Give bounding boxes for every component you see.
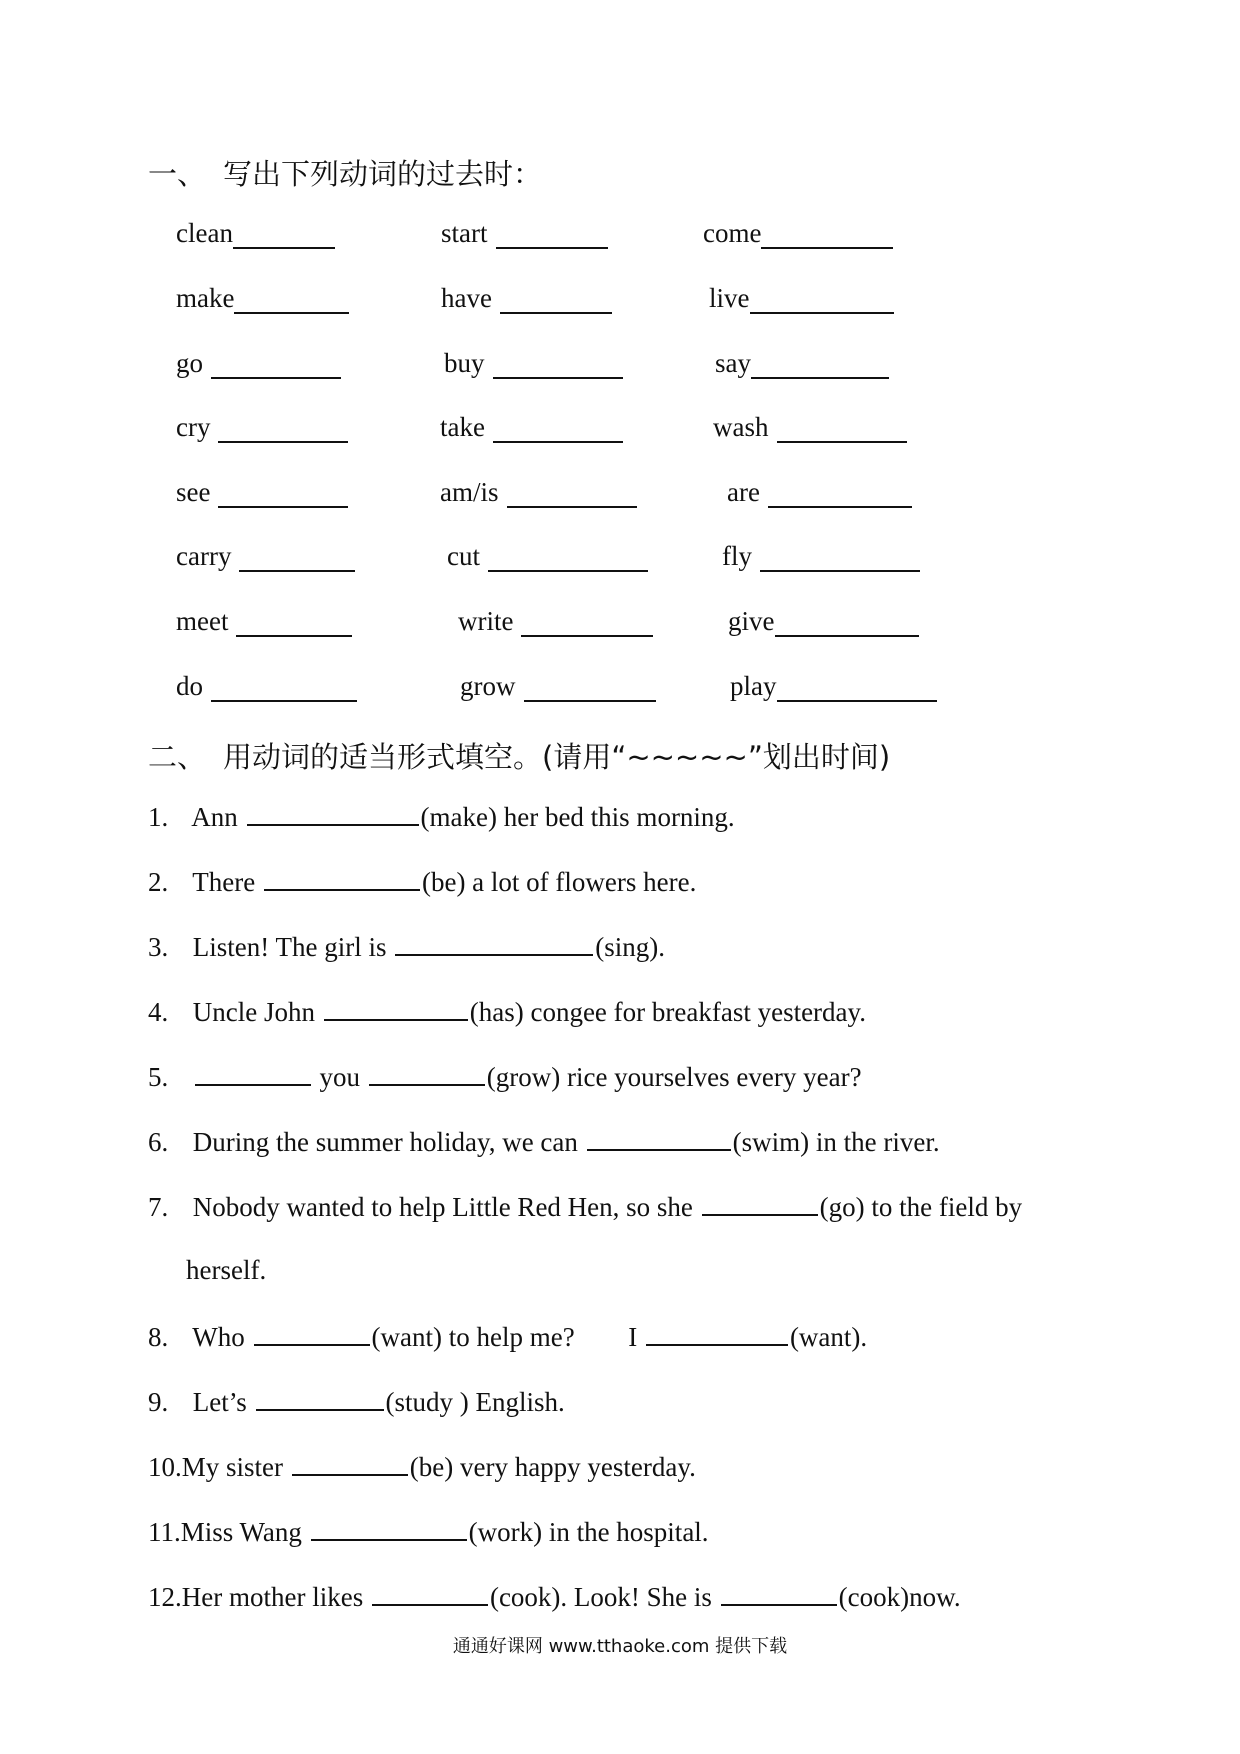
answer-blank[interactable] [256,1385,384,1411]
verb-item: fly [722,541,920,572]
sentence-item: 5. you (grow) rice yourselves every year? [148,1062,862,1092]
answer-blank[interactable] [369,1060,485,1086]
verb-item: cut [447,541,648,572]
answer-blank[interactable] [239,544,355,572]
answer-blank[interactable] [496,221,608,249]
answer-blank[interactable] [247,800,419,826]
sentence-item: 7. Nobody wanted to help Little Red Hen, so she (go) to the field by [148,1192,1023,1222]
answer-blank[interactable] [587,1125,731,1151]
answer-blank[interactable] [775,609,919,637]
answer-blank[interactable] [493,415,623,443]
verb-item: give [728,606,919,637]
verb-item: do [176,671,357,702]
answer-blank[interactable] [761,221,893,249]
verb-item: grow [460,671,656,702]
sentence-item: 10.My sister (be) very happy yesterday. [148,1452,696,1482]
answer-blank[interactable] [751,351,889,379]
answer-blank[interactable] [493,351,623,379]
section2-number: 二、 [148,740,207,774]
answer-blank[interactable] [211,351,341,379]
verb-item: make [176,283,349,314]
answer-blank[interactable] [760,544,920,572]
verb-item: wash [713,412,907,443]
sentence-item: 3. Listen! The girl is (sing). [148,932,665,962]
answer-blank[interactable] [646,1320,788,1346]
verb-item: go [176,348,341,379]
answer-blank[interactable] [372,1580,488,1606]
sentence-item: 8. Who (want) to help me? I (want). [148,1322,868,1352]
verb-item: am/is [440,477,637,508]
verb-item: see [176,477,348,508]
answer-blank[interactable] [507,480,637,508]
verb-item: meet [176,606,352,637]
answer-blank[interactable] [488,544,648,572]
answer-blank[interactable] [264,865,420,891]
section2-heading [148,735,890,776]
verb-item: play [730,671,937,702]
section1-heading [148,152,542,193]
sentence-item: 4. Uncle John (has) congee for breakfast yesterday. [148,997,867,1027]
sentence-item: 1. Ann (make) her bed this morning. [148,802,735,832]
sentence-item: 12.Her mother likes (cook). Look! She is (cook)now. [148,1582,961,1612]
answer-blank[interactable] [777,674,937,702]
verb-item: buy [444,348,623,379]
answer-blank[interactable] [768,480,912,508]
section2-title: 用动词的适当形式填空。(请用“~~~~~”划出时间) [223,740,891,774]
verb-item: clean [176,218,335,249]
answer-blank[interactable] [524,674,656,702]
answer-blank[interactable] [211,674,357,702]
verb-item: write [458,606,653,637]
page-footer: 通通好课网 www.tthaoke.com 提供下载 [452,1636,788,1657]
verb-item: take [440,412,623,443]
answer-blank[interactable] [395,930,593,956]
answer-blank[interactable] [777,415,907,443]
answer-blank[interactable] [521,609,653,637]
answer-blank[interactable] [233,221,335,249]
answer-blank[interactable] [292,1450,408,1476]
section1-title: 写出下列动词的过去时： [223,157,543,191]
sentence-item: 6. During the summer holiday, we can (swim) in the river. [148,1127,940,1157]
answer-blank[interactable] [234,286,349,314]
verb-item: are [727,477,912,508]
answer-blank[interactable] [750,286,894,314]
sentence-item: 9. Let’s (study ) English. [148,1387,565,1417]
verb-item: start [441,218,608,249]
verb-item: live [709,283,894,314]
answer-blank[interactable] [236,609,352,637]
sentence-item: 11.Miss Wang (work) in the hospital. [148,1517,709,1547]
verb-item: cry [176,412,348,443]
answer-blank[interactable] [218,415,348,443]
verb-item: come [703,218,893,249]
answer-blank[interactable] [218,480,348,508]
answer-blank[interactable] [721,1580,837,1606]
verb-item: have [441,283,612,314]
answer-blank[interactable] [702,1190,818,1216]
verb-item: say [715,348,889,379]
answer-blank[interactable] [324,995,468,1021]
sentence-item-continuation: herself. [186,1255,267,1285]
answer-blank[interactable] [500,286,612,314]
answer-blank[interactable] [311,1515,467,1541]
verb-item: carry [176,541,355,572]
sentence-item: 2. There (be) a lot of flowers here. [148,867,697,897]
answer-blank[interactable] [254,1320,370,1346]
answer-blank[interactable] [195,1060,311,1086]
section1-number: 一、 [148,157,207,191]
